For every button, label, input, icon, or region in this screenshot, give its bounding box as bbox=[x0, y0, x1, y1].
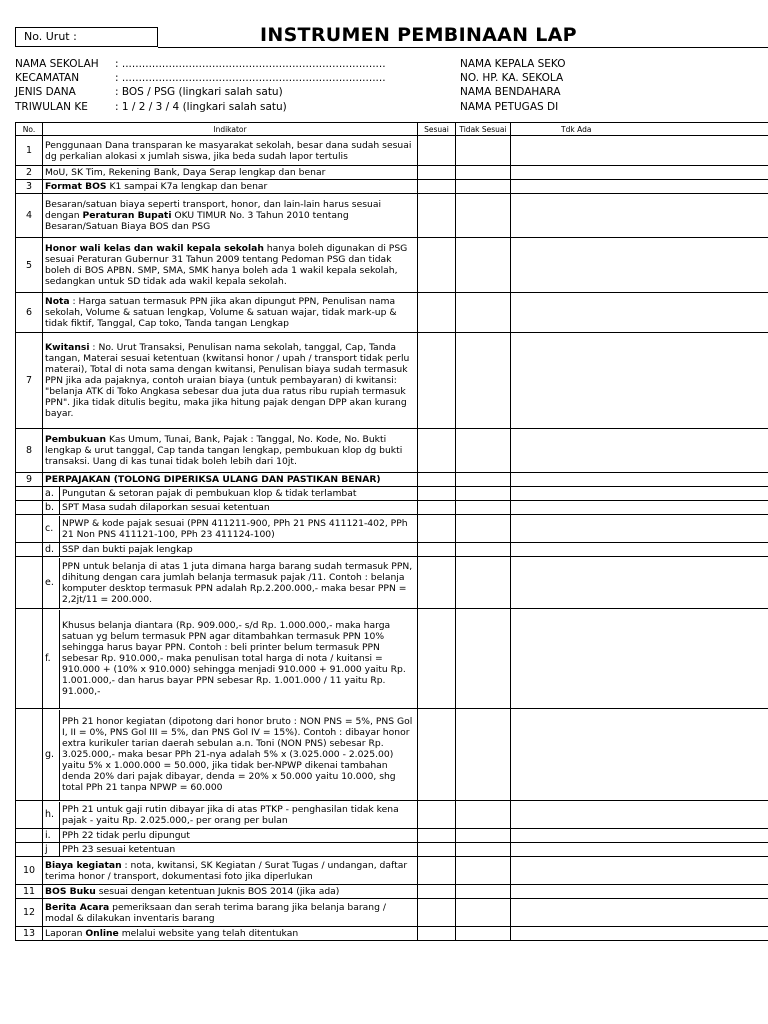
check-cell-sesuai[interactable] bbox=[418, 136, 456, 166]
indicator-segment: : nota, kwitansi, SK Kegiatan / Surat Tugas / undangan, daftar terima honor / transport, dokumentasi foto jika diperlukan bbox=[45, 859, 408, 882]
table-row bbox=[16, 885, 768, 899]
row-number: 1 bbox=[16, 136, 43, 166]
check-cell-tdk-ada[interactable] bbox=[511, 543, 768, 557]
row-number-empty bbox=[16, 801, 43, 829]
check-cell-tdk-ada[interactable] bbox=[511, 194, 768, 238]
row-number-empty bbox=[16, 609, 43, 709]
indicator-text bbox=[43, 166, 418, 180]
sub-text: PPh 23 sesuai ketentuan bbox=[62, 844, 176, 855]
check-cell-tdk-ada[interactable] bbox=[511, 829, 768, 843]
sub-text: PPh 21 untuk gaji rutin dibayar jika di atas PTKP - penghasilan tidak kena pajak - yaitu Rp. 2.025.000,- per orang per bulan bbox=[62, 803, 399, 826]
row-number: 10 bbox=[16, 857, 43, 885]
tax-indicator bbox=[43, 843, 418, 857]
check-cell-tidak-sesuai[interactable] bbox=[456, 709, 511, 801]
row-number: 13 bbox=[16, 927, 43, 941]
field-label: NAMA SEKOLAH bbox=[15, 58, 99, 70]
indicator-segment: Berita Acara bbox=[45, 901, 110, 913]
indicator-text bbox=[43, 857, 418, 885]
indicator-segment: Honor wali kelas dan wakil kepala sekolah bbox=[45, 243, 264, 254]
personnel-field: NAMA BENDAHARA bbox=[460, 86, 561, 98]
check-cell-sesuai[interactable] bbox=[418, 899, 456, 927]
tax-sub-row bbox=[16, 829, 768, 843]
check-cell-tidak-sesuai[interactable] bbox=[456, 333, 511, 429]
check-cell-tidak-sesuai[interactable] bbox=[456, 293, 511, 333]
table-row bbox=[16, 333, 768, 429]
sub-letter: b. bbox=[43, 501, 60, 514]
row-number-empty bbox=[16, 709, 43, 801]
row-number: 6 bbox=[16, 293, 43, 333]
check-cell-tidak-sesuai[interactable] bbox=[456, 166, 511, 180]
indicator-segment: Kas Umum, Tunai, Bank, Pajak : Tanggal, No. Kode, No. Bukti lengkap & urut tanggal, Cap tanda tangan lengkap, pembukuan klop dg bukti transaksi. Uang di kas tunai tidak boleh lebih dari 10jt. bbox=[45, 434, 403, 467]
check-cell-tidak-sesuai[interactable] bbox=[456, 543, 511, 557]
row-number: 5 bbox=[16, 238, 43, 293]
check-cell-tidak-sesuai[interactable] bbox=[456, 487, 511, 501]
check-cell-tdk-ada[interactable] bbox=[511, 293, 768, 333]
check-cell-tdk-ada[interactable] bbox=[511, 609, 768, 709]
check-cell-tidak-sesuai[interactable] bbox=[456, 136, 511, 166]
field-triwulan-ke bbox=[15, 100, 287, 114]
col-header-no: No. bbox=[16, 123, 43, 136]
row-number-empty bbox=[16, 515, 43, 543]
check-cell-tdk-ada[interactable] bbox=[511, 333, 768, 429]
indicator-segment: : No. Urut Transaksi, Penulisan nama sekolah, tanggal, Cap, Tanda tangan, Materai sesuai ketentuan (kwitansi honor / upah / transport tidak perlu materai), Total di nota sama dengan kwitansi, Penulisan biaya sudah termasuk PPN jika ada pajaknya, contoh uraian biaya (untuk pembayaran) di kwitansi: "belanja ATK di Toko Angkasa sebesar dua juta dua ratus ribu rupiah termasuk PPN". Jika tidak ditulis begitu, maka jika hitung pajak dengan DPP akan kurang bayar. bbox=[45, 342, 410, 419]
check-cell-sesuai[interactable] bbox=[418, 473, 456, 487]
check-cell-sesuai[interactable] bbox=[418, 429, 456, 473]
indicator-segment: MoU, SK Tim, Rekening Bank, Daya Serap lengkap dan benar bbox=[45, 167, 326, 178]
indicator-segment: Biaya kegiatan bbox=[45, 859, 122, 871]
field-label: KECAMATAN bbox=[15, 72, 80, 84]
check-cell-sesuai[interactable] bbox=[418, 333, 456, 429]
row-number: 2 bbox=[16, 166, 43, 180]
tax-indicator bbox=[43, 709, 418, 801]
check-cell-tidak-sesuai[interactable] bbox=[456, 557, 511, 609]
tax-indicator bbox=[43, 609, 418, 709]
table-row bbox=[16, 857, 768, 885]
sub-letter: d. bbox=[43, 543, 60, 556]
sub-letter: g. bbox=[43, 710, 60, 800]
table-row bbox=[16, 293, 768, 333]
indicator-segment: Kwitansi bbox=[45, 342, 90, 353]
sub-letter: f. bbox=[43, 610, 60, 708]
indicator-segment: Online bbox=[85, 928, 119, 939]
row-number-empty bbox=[16, 487, 43, 501]
row-number: 8 bbox=[16, 429, 43, 473]
indicator-segment: Laporan bbox=[45, 928, 86, 939]
col-header-tdk-ada: Tdk Ada bbox=[511, 123, 768, 136]
field-nama-sekolah bbox=[15, 57, 386, 71]
check-cell-tdk-ada[interactable] bbox=[511, 557, 768, 609]
tax-sub-row bbox=[16, 843, 768, 857]
indicator-text bbox=[43, 927, 418, 941]
check-cell-tdk-ada[interactable] bbox=[511, 501, 768, 515]
check-cell-tidak-sesuai[interactable] bbox=[456, 238, 511, 293]
row-number: 11 bbox=[16, 885, 43, 899]
indicator-segment: Besaran/satuan biaya seperti transport, honor, dan lain-lain harus sesuai dengan bbox=[45, 199, 382, 221]
check-cell-tdk-ada[interactable] bbox=[511, 473, 768, 487]
field-label: JENIS DANA bbox=[15, 86, 76, 98]
check-cell-tidak-sesuai[interactable] bbox=[456, 180, 511, 194]
sub-letter: h. bbox=[43, 802, 60, 828]
check-cell-sesuai[interactable] bbox=[418, 166, 456, 180]
sub-text: Pungutan & setoran pajak di pembukuan klop & tidak terlambat bbox=[62, 488, 357, 499]
table-row bbox=[16, 136, 768, 166]
check-cell-tdk-ada[interactable] bbox=[511, 166, 768, 180]
check-cell-sesuai[interactable] bbox=[418, 927, 456, 941]
table-header-row bbox=[16, 123, 768, 136]
check-cell-sesuai[interactable] bbox=[418, 194, 456, 238]
check-cell-tdk-ada[interactable] bbox=[511, 709, 768, 801]
indicator-segment: hanya boleh digunakan di PSG sesuai Peraturan Gubernur 31 Tahun 2009 tentang Pedoman PSG dan tidak boleh di BOS APBN. SMP, SMA, SMK hanya boleh ada 1 wakil kepala sekolah, sedangkan untuk SD tidak ada wakil kepala sekolah. bbox=[45, 243, 408, 287]
row-number-empty bbox=[16, 501, 43, 515]
check-cell-sesuai[interactable] bbox=[418, 487, 456, 501]
sub-text: PPN untuk belanja di atas 1 juta dimana harga barang sudah termasuk PPN, dihitung dengan cara jumlah belanja termasuk pajak /11. Contoh : belanja komputer desktop termasuk PPN adalah Rp.2.200.000,- maka besar PPN = 2,2jt/11 = 200.000. bbox=[62, 560, 413, 605]
row-number-empty bbox=[16, 543, 43, 557]
indicator-text bbox=[43, 473, 418, 487]
row-number: 12 bbox=[16, 899, 43, 927]
indicator-text bbox=[43, 194, 418, 238]
sub-text: SPT Masa sudah dilaporkan sesuai ketentuan bbox=[62, 502, 270, 513]
check-cell-tidak-sesuai[interactable] bbox=[456, 857, 511, 885]
indicator-segment: BOS Buku bbox=[45, 886, 96, 897]
check-cell-sesuai[interactable] bbox=[418, 829, 456, 843]
check-cell-sesuai[interactable] bbox=[418, 543, 456, 557]
indicator-text bbox=[43, 180, 418, 194]
table-row bbox=[16, 429, 768, 473]
indicator-segment: Peraturan Bupati bbox=[82, 210, 172, 221]
tax-sub-row bbox=[16, 709, 768, 801]
check-cell-tidak-sesuai[interactable] bbox=[456, 829, 511, 843]
row-number-empty bbox=[16, 557, 43, 609]
personnel-field: NO. HP. KA. SEKOLA bbox=[460, 72, 564, 84]
table-row bbox=[16, 166, 768, 180]
check-cell-tdk-ada[interactable] bbox=[511, 180, 768, 194]
table-row bbox=[16, 899, 768, 927]
row-number-empty bbox=[16, 829, 43, 843]
check-cell-tidak-sesuai[interactable] bbox=[456, 885, 511, 899]
indicator-segment: melalui website yang telah ditentukan bbox=[118, 928, 299, 939]
check-cell-sesuai[interactable] bbox=[418, 857, 456, 885]
check-cell-sesuai[interactable] bbox=[418, 709, 456, 801]
check-cell-tidak-sesuai[interactable] bbox=[456, 473, 511, 487]
check-cell-tidak-sesuai[interactable] bbox=[456, 843, 511, 857]
check-cell-sesuai[interactable] bbox=[418, 501, 456, 515]
table-row bbox=[16, 238, 768, 293]
check-cell-tidak-sesuai[interactable] bbox=[456, 927, 511, 941]
table-row bbox=[16, 473, 768, 487]
personnel-field: NAMA KEPALA SEKO bbox=[460, 58, 566, 70]
tax-indicator bbox=[43, 543, 418, 557]
check-cell-tdk-ada[interactable] bbox=[511, 487, 768, 501]
sub-text: SSP dan bukti pajak lengkap bbox=[62, 544, 193, 555]
row-number: 4 bbox=[16, 194, 43, 238]
tax-indicator bbox=[43, 557, 418, 609]
tax-indicator bbox=[43, 829, 418, 843]
check-cell-tdk-ada[interactable] bbox=[511, 843, 768, 857]
table-row bbox=[16, 194, 768, 238]
tax-sub-row bbox=[16, 515, 768, 543]
col-header-indikator: Indikator bbox=[43, 123, 418, 136]
tax-sub-row bbox=[16, 557, 768, 609]
indicator-segment: Nota bbox=[45, 296, 70, 307]
check-cell-sesuai[interactable] bbox=[418, 293, 456, 333]
sub-text: PPh 21 honor kegiatan (dipotong dari honor bruto : NON PNS = 5%, PNS Gol I, II = 0%, PNS Gol III = 5%, dan PNS Gol IV = 15%). Contoh : dibayar honor extra kurikuler tarian daerah sebulan a.n. Toni (NON PNS) sebesar Rp. 3.025.000,- maka besar PPh 21-nya adalah 5% x (3.025.000 - 2.025.00) yaitu 5% x 1.000.000 = 50.000, jika tidak ber-NPWP dikenai tambahan denda 20% dari pajak dibayar, denda = 20% x 50.000 yaitu 10.000, shg total PPh 21 tanpa NPWP = 60.000 bbox=[62, 716, 413, 793]
indicator-segment: PERPAJAKAN (TOLONG DIPERIKSA ULANG DAN PASTIKAN BENAR) bbox=[45, 474, 381, 485]
field-jenis-dana bbox=[15, 85, 283, 99]
sub-text: PPh 22 tidak perlu dipungut bbox=[62, 830, 190, 841]
tax-sub-row bbox=[16, 609, 768, 709]
personnel-field: NAMA PETUGAS DI bbox=[460, 101, 559, 113]
check-cell-tidak-sesuai[interactable] bbox=[456, 194, 511, 238]
indicator-segment: Penggunaan Dana transparan ke masyarakat sekolah, besar dana sudah sesuai dg perkalian alokasi x jumlah siswa, jika beda sudah lapor tertulis bbox=[45, 139, 412, 162]
sub-letter: c. bbox=[43, 516, 60, 542]
field-value: : BOS / PSG (lingkari salah satu) bbox=[115, 86, 283, 98]
check-cell-tdk-ada[interactable] bbox=[511, 899, 768, 927]
indicator-text bbox=[43, 238, 418, 293]
tax-sub-row bbox=[16, 487, 768, 501]
tax-sub-row bbox=[16, 501, 768, 515]
row-number-empty bbox=[16, 843, 43, 857]
indicator-segment: OKU TIMUR No. 3 Tahun 2010 tentang Besaran/Satuan Biaya BOS dan PSG bbox=[45, 210, 349, 232]
tax-indicator bbox=[43, 487, 418, 501]
check-cell-tdk-ada[interactable] bbox=[511, 885, 768, 899]
indicator-segment: K1 sampai K7a lengkap dan benar bbox=[106, 181, 268, 192]
row-number: 3 bbox=[16, 180, 43, 194]
check-cell-tidak-sesuai[interactable] bbox=[456, 429, 511, 473]
sub-letter: a. bbox=[43, 487, 60, 500]
field-value: : 1 / 2 / 3 / 4 (lingkari salah satu) bbox=[115, 101, 287, 113]
check-cell-tdk-ada[interactable] bbox=[511, 801, 768, 829]
indicator-text bbox=[43, 333, 418, 429]
sub-letter: i. bbox=[43, 829, 60, 842]
indicator-text bbox=[43, 885, 418, 899]
indicator-text bbox=[43, 899, 418, 927]
field-kecamatan bbox=[15, 71, 386, 85]
check-cell-sesuai[interactable] bbox=[418, 843, 456, 857]
sub-text: Khusus belanja diantara (Rp. 909.000,- s/d Rp. 1.000.000,- maka harga satuan yg belum termasuk PPN agar ditambahkan termasuk PPN 10% sehingga harus bayar PPN. Contoh : beli printer belum termasuk PPN sebesar Rp. 910.000,- maka penulisan total harga di nota / kuitansi = 910.000 + (10% x 910.000) sehingga menjadi 910.000 + 91.000 yaitu Rp. 1.001.000,- dan harus bayar PPN sebesar Rp. 1.001.000 / 11 yaitu Rp. 91.000,- bbox=[62, 620, 406, 697]
field-label: TRIWULAN KE bbox=[15, 101, 88, 113]
check-cell-sesuai[interactable] bbox=[418, 885, 456, 899]
indicator-segment: pemeriksaan dan serah terima barang jika belanja barang / modal & dilakukan inventaris barang bbox=[45, 901, 386, 924]
tax-indicator bbox=[43, 801, 418, 829]
indicator-text bbox=[43, 136, 418, 166]
document-title: INSTRUMEN PEMBINAAN LAP bbox=[260, 24, 577, 46]
sub-letter: e. bbox=[43, 558, 60, 608]
check-cell-tidak-sesuai[interactable] bbox=[456, 515, 511, 543]
indicator-segment: : Harga satuan termasuk PPN jika akan dipungut PPN, Penulisan nama sekolah, Volume & satuan lengkap, Volume & satuan wajar, tidak mark-up & tidak fiktif, Tanggal, Cap toko, Tanda tangan Lengkap bbox=[45, 296, 397, 329]
sub-letter: j bbox=[43, 843, 60, 856]
check-cell-tdk-ada[interactable] bbox=[511, 927, 768, 941]
indicator-text bbox=[43, 293, 418, 333]
table-row bbox=[16, 180, 768, 194]
check-cell-sesuai[interactable] bbox=[418, 238, 456, 293]
tax-sub-row bbox=[16, 543, 768, 557]
col-header-sesuai: Sesuai bbox=[418, 123, 456, 136]
check-cell-sesuai[interactable] bbox=[418, 801, 456, 829]
indicator-text bbox=[43, 429, 418, 473]
check-cell-sesuai[interactable] bbox=[418, 180, 456, 194]
row-number: 9 bbox=[16, 473, 43, 487]
sub-text: NPWP & kode pajak sesuai (PPN 411211-900, PPh 21 PNS 411121-402, PPh 21 Non PNS 411121-100, PPh 23 411124-100) bbox=[62, 517, 408, 540]
check-cell-tidak-sesuai[interactable] bbox=[456, 501, 511, 515]
field-value: : ............................................................................... bbox=[115, 72, 386, 84]
col-header-tidak-sesuai: Tidak Sesuai bbox=[456, 123, 511, 136]
check-cell-sesuai[interactable] bbox=[418, 609, 456, 709]
check-cell-sesuai[interactable] bbox=[418, 557, 456, 609]
checklist-table bbox=[15, 122, 768, 941]
indicator-segment: sesuai dengan ketentuan Juknis BOS 2014 (jika ada) bbox=[95, 886, 340, 897]
check-cell-sesuai[interactable] bbox=[418, 515, 456, 543]
row-number: 7 bbox=[16, 333, 43, 429]
check-cell-tidak-sesuai[interactable] bbox=[456, 609, 511, 709]
check-cell-tidak-sesuai[interactable] bbox=[456, 899, 511, 927]
check-cell-tidak-sesuai[interactable] bbox=[456, 801, 511, 829]
tax-indicator bbox=[43, 515, 418, 543]
check-cell-tdk-ada[interactable] bbox=[511, 515, 768, 543]
table-row bbox=[16, 927, 768, 941]
indicator-segment: Pembukuan bbox=[45, 434, 107, 445]
check-cell-tdk-ada[interactable] bbox=[511, 238, 768, 293]
check-cell-tdk-ada[interactable] bbox=[511, 136, 768, 166]
tax-sub-row bbox=[16, 801, 768, 829]
field-value: : ............................................................................... bbox=[115, 58, 386, 70]
check-cell-tdk-ada[interactable] bbox=[511, 429, 768, 473]
indicator-segment: Format BOS bbox=[45, 181, 107, 192]
no-urut-box: No. Urut : bbox=[15, 27, 158, 47]
check-cell-tdk-ada[interactable] bbox=[511, 857, 768, 885]
tax-indicator bbox=[43, 501, 418, 515]
